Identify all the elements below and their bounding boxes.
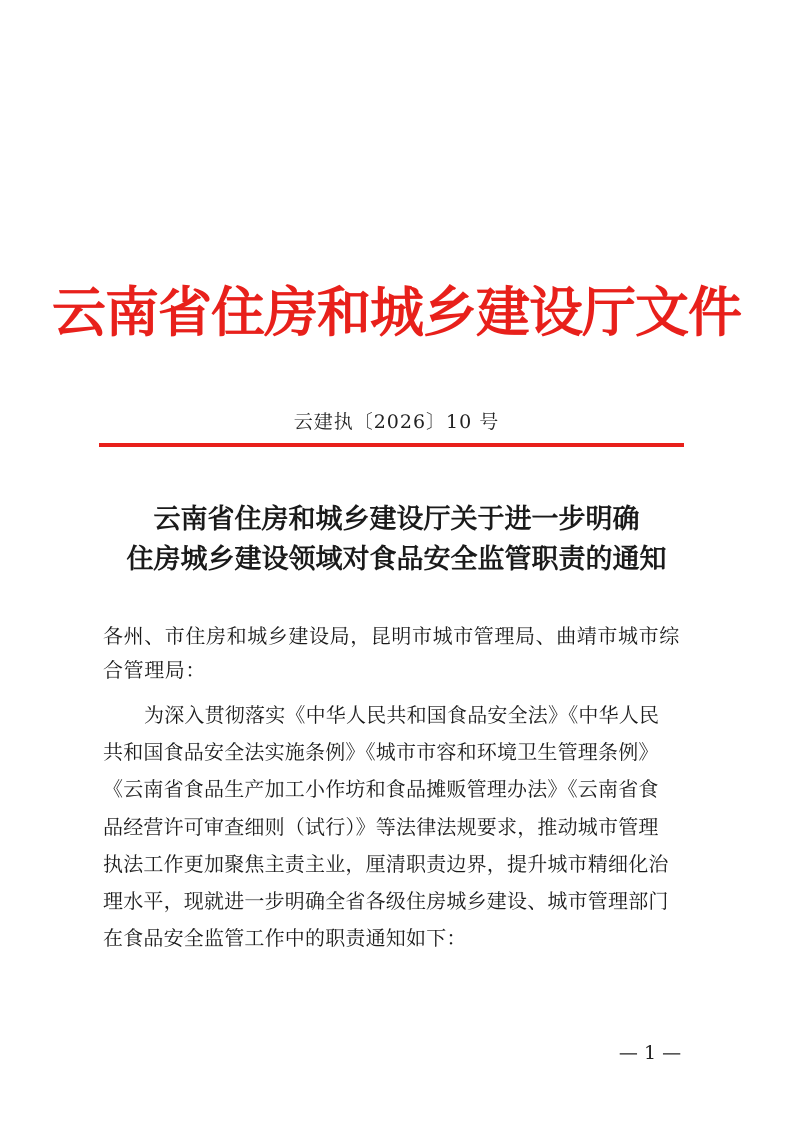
addressee-line: 合管理局：: [103, 658, 206, 682]
body-paragraph: [103, 697, 693, 957]
issuing-authority-header: 云南省住房和城乡建设厅文件: [52, 280, 741, 344]
body-line: 执法工作更加聚焦主责主业，厘清职责边界，提升城市精细化治: [103, 851, 669, 876]
document-number: 云建执〔2026〕10 号: [293, 411, 500, 433]
document-title-line: 云南省住房和城乡建设厅关于进一步明确: [153, 504, 640, 535]
red-separator-line: [99, 443, 684, 447]
body-line: 《云南省食品生产加工小作坊和食品摊贩管理办法》《云南省食: [103, 777, 659, 802]
document-title-line: 住房城乡建设领域对食品安全监管职责的通知: [126, 544, 667, 575]
addressee-line: 各州、市住房和城乡建设局，昆明市城市管理局、曲靖市城市综: [103, 624, 680, 648]
body-line: 为深入贯彻落实《中华人民共和国食品安全法》《中华人民: [144, 703, 660, 727]
body-line: 理水平，现就进一步明确全省各级住房城乡建设、城市管理部门: [103, 889, 669, 914]
page-number: — 1 —: [618, 1042, 682, 1064]
body-line: 在食品安全监管工作中的职责通知如下：: [103, 926, 467, 951]
addressee: [103, 619, 693, 687]
body-line: 品经营许可审查细则（试行）》等法律法规要求，推动城市管理: [103, 814, 659, 839]
body-line: 共和国食品安全法实施条例》《城市市容和环境卫生管理条例》: [103, 740, 659, 765]
document-title: [80, 500, 713, 580]
